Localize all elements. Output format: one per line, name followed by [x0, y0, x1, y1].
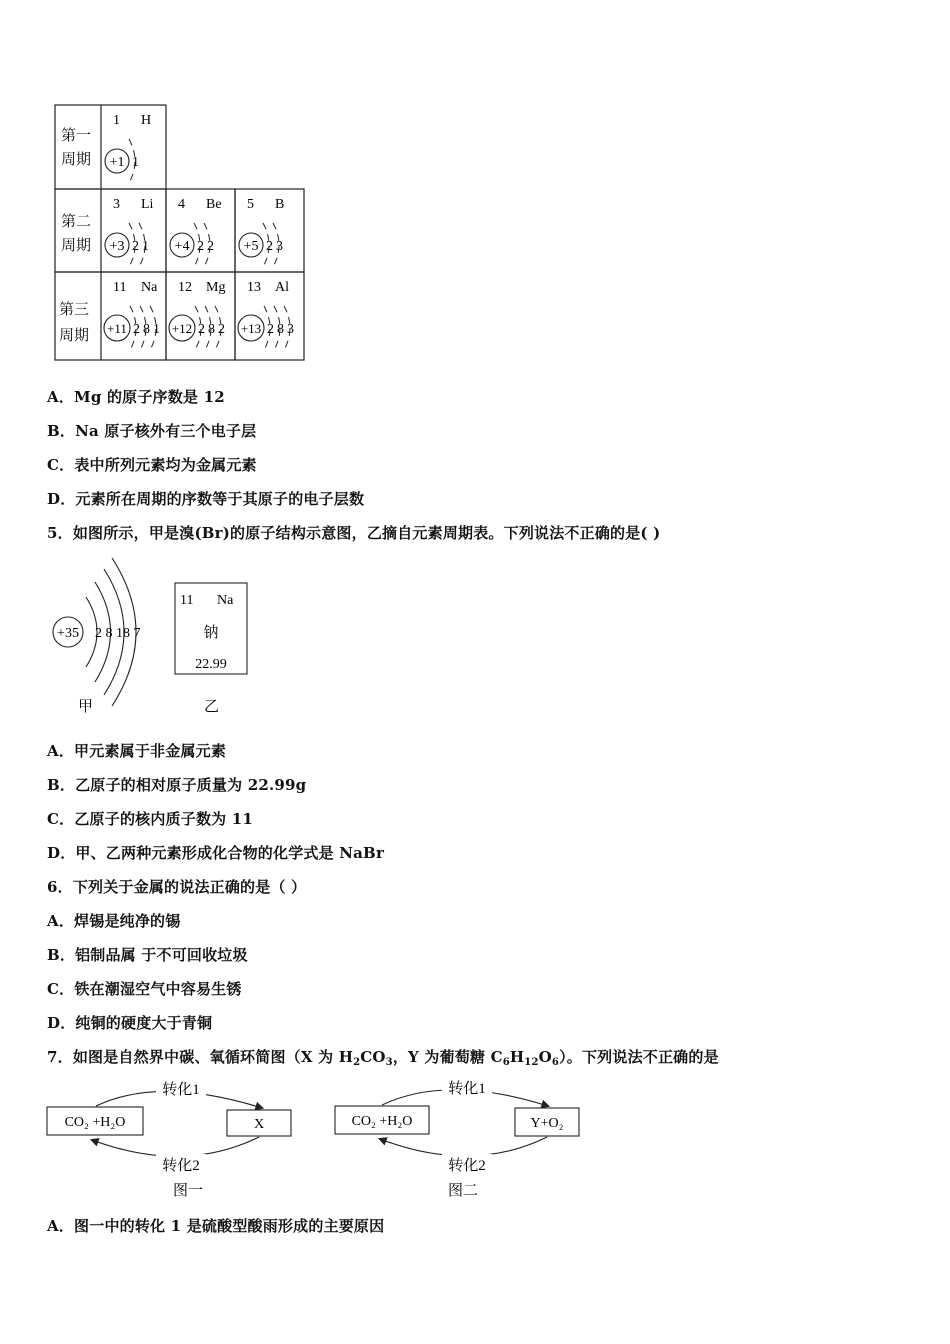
element-number: 5	[247, 197, 254, 212]
shell-electron-count: 2	[207, 239, 214, 254]
q5-option-b: B．乙原子的相对原子质量为 22.99g	[47, 776, 307, 794]
shell-electron-count: 2	[132, 239, 139, 254]
element-cell-al	[238, 280, 294, 350]
nucleus-charge: +5	[243, 239, 259, 254]
shell-electron-count: 8	[208, 322, 215, 337]
element-cell-li	[105, 197, 154, 267]
element-symbol: H	[141, 113, 152, 128]
q7-stem: 7．如图是自然界中碳、氧循环简图（X 为 $H_2CO_3$，Y 为葡萄糖 $C_6H_{12}O_6$）。下列说法不正确的是	[47, 1048, 719, 1068]
br-shells: 2 8 18 7	[95, 626, 141, 641]
q5-option-d: D．甲、乙两种元素形成化合物的化学式是 NaBr	[47, 844, 385, 862]
shell-electron-count: 8	[143, 322, 150, 337]
fig1-top-label: 转化1	[162, 1082, 200, 1098]
element-number: 13	[247, 280, 261, 295]
period-2-label-a: 第二	[61, 214, 92, 230]
element-number: 1	[113, 113, 120, 128]
period-3-label-a: 第三	[59, 302, 90, 318]
q6-option-b: B．铝制品属 于不可回收垃圾	[47, 946, 248, 964]
element-symbol: Na	[141, 280, 158, 295]
shell-electron-count: 3	[276, 239, 283, 254]
element-cell-b	[239, 197, 284, 267]
card-name: 钠	[203, 625, 219, 641]
shell-electron-count: 2	[218, 322, 225, 337]
nucleus-charge: +11	[107, 321, 127, 336]
element-number: 3	[113, 197, 120, 212]
cycle-figure-1	[44, 1074, 304, 1202]
fig1-bottom-label: 转化2	[162, 1158, 200, 1174]
fig1-caption: 图一	[172, 1183, 204, 1199]
shell-electron-count: 2	[133, 322, 140, 337]
nucleus-charge: +4	[174, 239, 190, 254]
element-number: 4	[178, 197, 185, 212]
fig2-right-box: Y+O₂	[530, 1116, 564, 1131]
card-symbol: Na	[217, 593, 234, 608]
shell-electron-count: 8	[277, 322, 284, 337]
period-1-label-b: 周期	[61, 152, 92, 168]
q7-option-a: A．图一中的转化 1 是硫酸型酸雨形成的主要原因	[47, 1217, 385, 1235]
q5-stem: 5．如图所示，甲是溴(Br)的原子结构示意图，乙摘自元素周期表。下列说法不正确的是( )	[47, 524, 661, 542]
fig2-bottom-label: 转化2	[448, 1158, 486, 1174]
shell-electron-count: 2	[267, 322, 274, 337]
cycle-figure-2	[332, 1074, 592, 1202]
shell-electron-count: 1	[142, 239, 149, 254]
q4-option-b: B．Na 原子核外有三个电子层	[47, 422, 257, 440]
card-mass: 22.99	[195, 657, 227, 672]
card-number: 11	[180, 593, 194, 608]
q6-option-a: A．焊锡是纯净的锡	[47, 912, 181, 930]
q5-option-c: C．乙原子的核内质子数为 11	[47, 810, 254, 828]
fig2-left-box: CO₂ +H₂O	[351, 1114, 413, 1129]
element-cell-mg	[169, 280, 225, 350]
nucleus-charge: +12	[171, 321, 193, 336]
shell-electron-count: 2	[197, 239, 204, 254]
shell-electron-count: 2	[198, 322, 205, 337]
period-2-label-b: 周期	[61, 238, 92, 254]
element-symbol: B	[275, 197, 285, 212]
shell-electron-count: 1	[132, 155, 139, 170]
fig2-caption: 图二	[447, 1183, 479, 1199]
q4-option-c: C．表中所列元素均为金属元素	[47, 456, 257, 474]
q5-figure	[46, 555, 256, 725]
nucleus-charge: +3	[109, 239, 125, 254]
element-cell-h	[105, 113, 151, 183]
q6-stem: 6．下列关于金属的说法正确的是（ ）	[47, 878, 307, 896]
shell-electron-count: 2	[266, 239, 273, 254]
periodic-table-figure	[54, 104, 306, 362]
fig2-top-label: 转化1	[448, 1081, 486, 1097]
fig1-left-box: CO₂ +H₂O	[64, 1115, 126, 1130]
element-cell-be	[170, 197, 222, 267]
shell-electron-count: 3	[287, 322, 294, 337]
q4-option-a: A．Mg 的原子序数是 12	[47, 388, 225, 406]
q6-option-d: D．纯铜的硬度大于青铜	[47, 1014, 213, 1032]
nucleus-charge: +1	[109, 155, 125, 170]
q4-option-d: D．元素所在周期的序数等于其原子的电子层数	[47, 490, 365, 508]
period-1-label-a: 第一	[61, 128, 92, 144]
shell-electron-count: 1	[153, 322, 160, 337]
element-cell-na	[104, 280, 160, 350]
label-jia: 甲	[78, 699, 94, 715]
element-symbol: Al	[275, 280, 289, 295]
element-number: 11	[113, 280, 127, 295]
element-symbol: Mg	[206, 280, 226, 295]
element-symbol: Li	[141, 197, 154, 212]
nucleus-charge: +13	[240, 321, 262, 336]
label-yi: 乙	[204, 699, 220, 715]
fig1-right-box: X	[253, 1117, 265, 1132]
period-3-label-b: 周期	[59, 328, 90, 344]
element-symbol: Be	[206, 197, 222, 212]
q6-option-c: C．铁在潮湿空气中容易生锈	[47, 980, 242, 998]
q5-option-a: A．甲元素属于非金属元素	[47, 742, 227, 760]
element-number: 12	[178, 280, 192, 295]
br-nucleus: +35	[57, 626, 79, 641]
